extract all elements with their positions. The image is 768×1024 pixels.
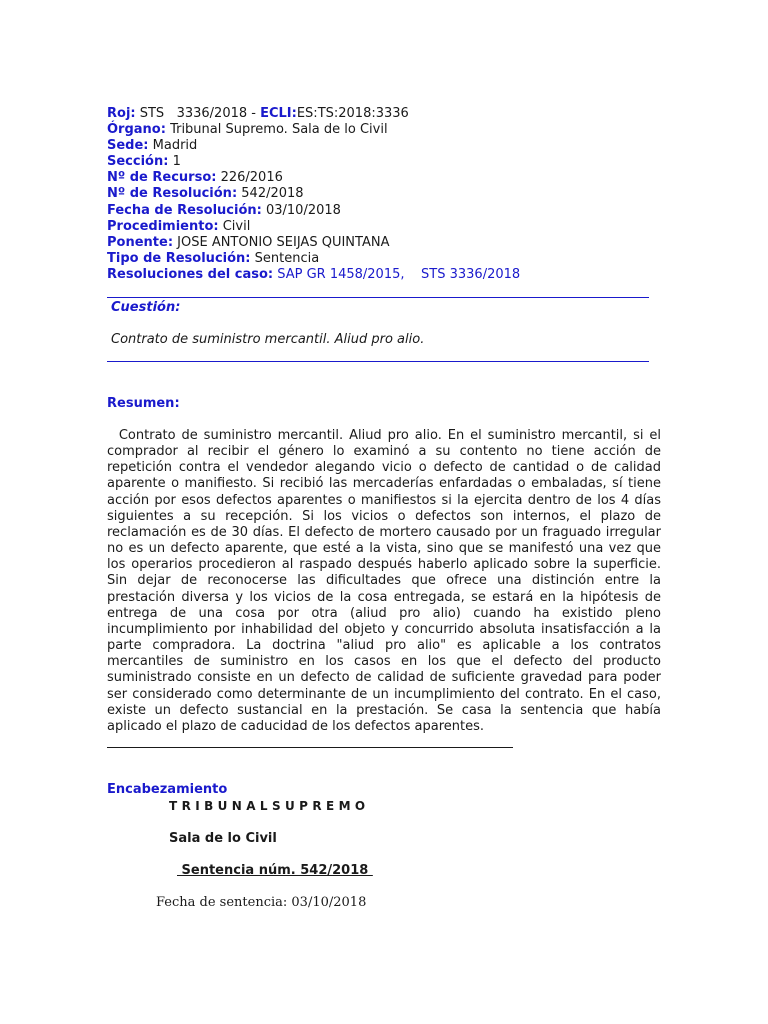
cuestion-text: Contrato de suministro mercantil. Aliud pro alio. — [111, 332, 425, 347]
fecha-value: 03/10/2018 — [261, 202, 341, 218]
ponente-value: JOSE ANTONIO SEIJAS QUINTANA — [173, 234, 390, 250]
fecha-sentencia: Fecha de sentencia: 03/10/2018 — [156, 895, 367, 910]
resolucion-row — [107, 186, 667, 202]
resumen-divider — [107, 747, 513, 748]
document-metadata — [107, 106, 667, 283]
cuestion-top-divider — [107, 297, 649, 298]
ponente-row — [107, 235, 667, 251]
cuestion-bottom-divider — [107, 361, 649, 362]
sede-label: Sede: — [107, 138, 149, 154]
resumen-text: Contrato de suministro mercantil. Aliud pro alio. En el suministro mercantil, si el comprador al recibir el género lo examinó a su contento no tiene acción de repetición contra el vendedor alegando vicio o defecto de cantidad o de calidad aparente o manifiesto. Si recibió las mercaderías enfardadas o embaladas, sí tiene acción por esos defectos aparentes o manifiestos si la ejercita dentro de los 4 días siguientes a su recepción. Si los vicios o defectos son internos, el plazo de reclamación es de 30 días. El defecto de mortero causado por un fraguado irregular no es un defecto aparente, que esté a la vista, sino que se manifestó una vez que los operarios procedieron al raspado después haberlo aplicado sobre la superficie. Sin dejar de reconocerse las dificultades que ofrece una distinción entre la prestación diversa y los vicios de la cosa entregada, se estará en la hipótesis de entrega de una cosa por otra (aliud pro alio) cuando ha existido pleno incumplimiento por inhabilidad del objeto y concurrido absoluta insatisfacción a la parte compradora. La doctrina "aliud pro alio" es aplicable a los contratos mercantiles de suministro en los casos en los que el defecto del producto suministrado consiste en un defecto de calidad de suficiente gravedad para poder ser considerado como determinante de un incumplimiento del contrato. En el caso, existe un defecto sustancial en la prestación. Se casa la sentencia que había aplicado el plazo de caducidad de los defectos aparentes. — [107, 428, 666, 734]
resolucion-value: 542/2018 — [237, 186, 304, 202]
roj-row — [107, 106, 667, 122]
organo-label: Órgano: — [107, 122, 166, 138]
resoluciones-label: Resoluciones del caso: — [107, 266, 274, 282]
encabezamiento-title: Encabezamiento — [107, 782, 228, 797]
tipo-row — [107, 251, 667, 267]
resolucion-link-sap[interactable]: SAP GR 1458/2015, — [273, 266, 409, 282]
tipo-label: Tipo de Resolución: — [107, 250, 251, 266]
sede-row — [107, 138, 667, 154]
roj-value: STS 3336/2018 - — [135, 106, 261, 121]
resoluciones-row — [107, 267, 667, 283]
roj-label: Roj: — [107, 106, 136, 121]
recurso-label: Nº de Recurso: — [107, 170, 217, 186]
resolucion-label: Nº de Resolución: — [107, 186, 238, 202]
fecha-label: Fecha de Resolución: — [107, 202, 262, 218]
cuestion-title: Cuestión: — [111, 300, 181, 315]
sede-value: Madrid — [148, 138, 198, 154]
court-heading: TRIBUNALSUPREMO — [169, 799, 370, 813]
tipo-value: Sentencia — [250, 250, 320, 266]
ecli-label: ECLI: — [260, 106, 297, 121]
procedimiento-label: Procedimiento: — [107, 218, 219, 234]
fecha-row — [107, 203, 667, 219]
procedimiento-row — [107, 219, 667, 235]
resumen-title: Resumen: — [107, 396, 180, 411]
ponente-label: Ponente: — [107, 234, 174, 250]
procedimiento-value: Civil — [218, 218, 251, 234]
seccion-row — [107, 154, 667, 170]
recurso-value: 226/2016 — [216, 170, 283, 186]
sentencia-number: Sentencia núm. 542/2018 — [177, 863, 373, 878]
sala-heading: Sala de lo Civil — [169, 831, 277, 846]
seccion-label: Sección: — [107, 154, 169, 170]
recurso-row — [107, 170, 667, 186]
ecli-value: ES:TS:2018:3336 — [296, 106, 409, 121]
organo-row — [107, 122, 667, 138]
organo-value: Tribunal Supremo. Sala de lo Civil — [165, 122, 388, 138]
resolucion-link-sts[interactable]: STS 3336/2018 — [408, 266, 521, 282]
seccion-value: 1 — [168, 154, 181, 170]
